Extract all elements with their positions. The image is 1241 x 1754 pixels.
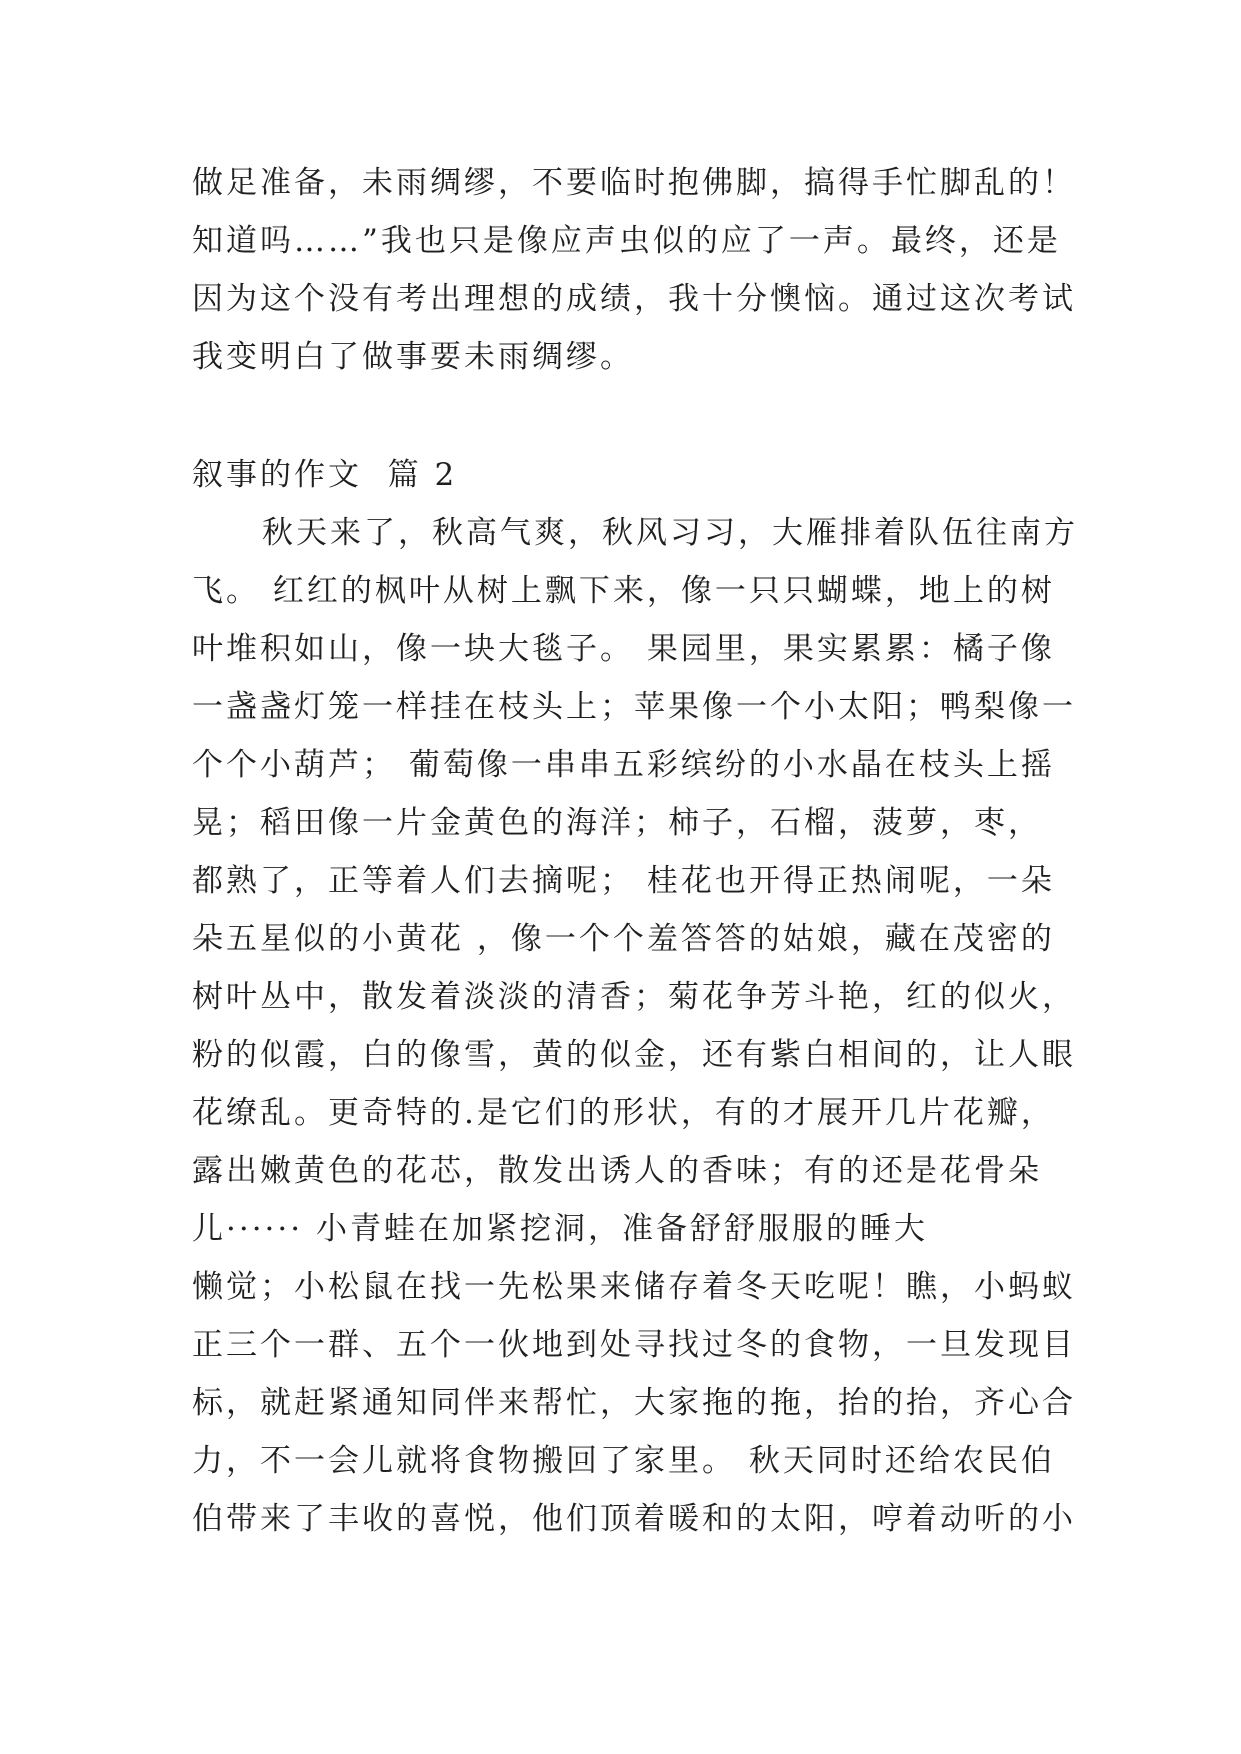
text-line: 正三个一群、五个一伙地到处寻找过冬的食物，一旦发现目	[192, 1327, 1076, 1363]
text-line: 晃；稻田像一片金黄色的海洋；柿子，石榴，菠萝，枣，	[192, 805, 1042, 841]
text-line: 都熟了，正等着人们去摘呢； 桂花也开得正热闹呢，一朵	[192, 863, 1055, 899]
section-heading-block	[192, 446, 1062, 504]
text-line: 个个小葫芦； 葡萄像一串串五彩缤纷的小水晶在枝头上摇	[192, 747, 1055, 783]
text-line: 标，就赶紧通知同伴来帮忙，大家拖的拖，抬的抬，齐心合	[192, 1385, 1076, 1421]
text-line: 力，不一会儿就将食物搬回了家里。 秋天同时还给农民伯	[192, 1443, 1055, 1479]
section-heading: 叙事的作文 篇 2	[192, 457, 458, 493]
text-line: 飞。 红红的枫叶从树上飘下来，像一只只蝴蝶，地上的树	[192, 573, 1055, 609]
essay-paragraph	[192, 504, 1078, 1548]
text-line: 叶堆积如山，像一块大毯子。 果园里，果实累累：橘子像	[192, 631, 1055, 667]
text-line: 做足准备，未雨绸缪，不要临时抱佛脚，搞得手忙脚乱的！	[192, 165, 1076, 201]
text-line: 树叶丛中，散发着淡淡的清香；菊花争芳斗艳，红的似火，	[192, 979, 1076, 1015]
text-line: 懒觉；小松鼠在找一先松果来储存着冬天吃呢！瞧，小蚂蚁	[192, 1269, 1076, 1305]
text-line: 朵五星似的小黄花 ，像一个个羞答答的姑娘，藏在茂密的	[192, 921, 1055, 957]
text-line: 一盏盏灯笼一样挂在枝头上；苹果像一个小太阳；鸭梨像一	[192, 689, 1076, 725]
text-line: 粉的似霞，白的像雪，黄的似金，还有紫白相间的，让人眼	[192, 1037, 1076, 1073]
text-line: 因为这个没有考出理想的成绩，我十分懊恼。通过这次考试	[192, 281, 1076, 317]
text-line: 伯带来了丰收的喜悦，他们顶着暖和的太阳，哼着动听的小	[192, 1501, 1076, 1537]
text-line: 露出嫩黄色的花芯，散发出诱人的香味；有的还是花骨朵	[192, 1153, 1042, 1189]
previous-paragraph	[192, 154, 1076, 386]
text-line: 秋天来了，秋高气爽，秋风习习，大雁排着队伍往南方	[262, 515, 1078, 551]
text-line: 花缭乱。更奇特的.是它们的形状，有的才展开几片花瓣，	[192, 1095, 1055, 1131]
text-line: 儿······ 小青蛙在加紧挖洞，准备舒舒服服的睡大	[192, 1211, 928, 1247]
text-line: 我变明白了做事要未雨绸缪。	[192, 339, 634, 375]
text-line: 知道吗……”我也只是像应声虫似的应了一声。最终，还是	[192, 223, 1061, 259]
